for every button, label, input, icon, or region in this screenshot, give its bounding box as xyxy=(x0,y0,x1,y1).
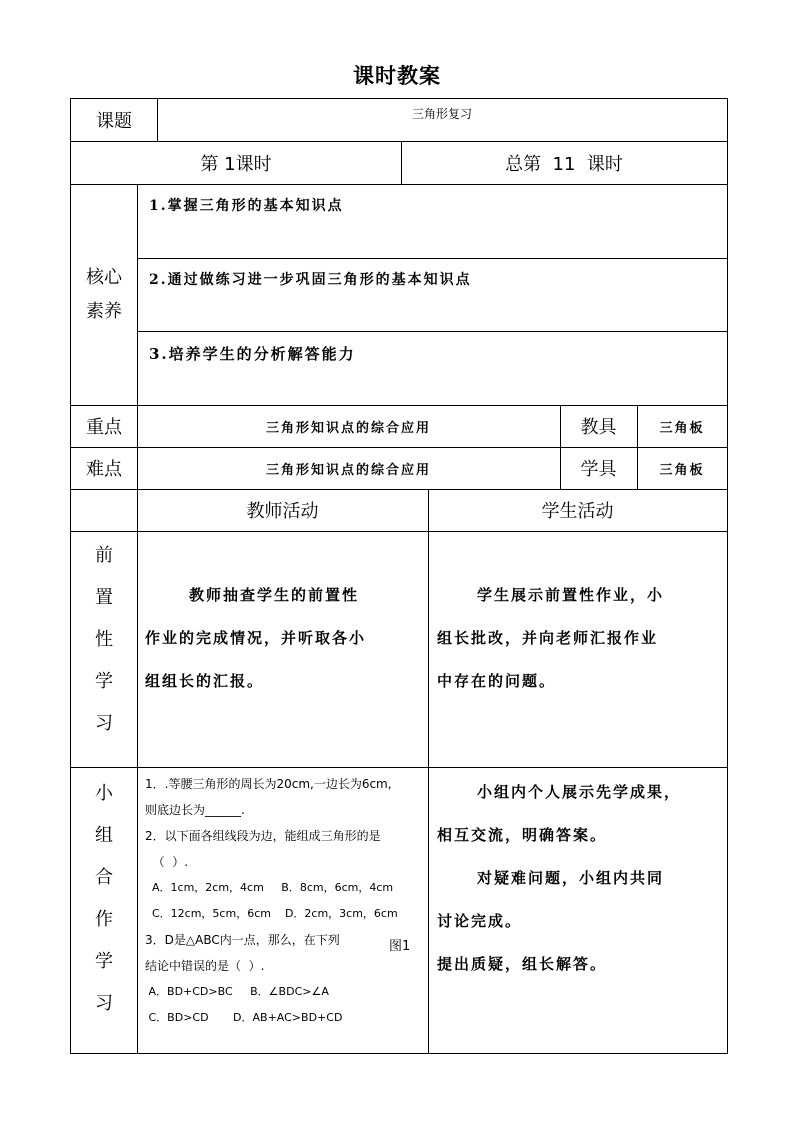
core-label-line: 核心 xyxy=(86,266,122,288)
question-line: 则底边长为______. xyxy=(145,803,245,817)
lesson-plan-table xyxy=(70,98,728,1054)
lesson-total: 总第 11 课时 xyxy=(505,153,623,175)
text-line: 组长批改，并向老师汇报作业 xyxy=(437,629,659,647)
label-char: 作 xyxy=(95,909,113,930)
label-char: 习 xyxy=(95,713,113,734)
question-line: A．1cm，2cm，4cm B．8cm，6cm，4cm xyxy=(145,881,394,894)
page-title: 课时教案 xyxy=(353,64,441,88)
row-divider xyxy=(71,531,727,532)
figure-label: 图1 xyxy=(389,939,411,954)
group-work-questions xyxy=(145,771,427,1031)
key-point-value: 三角形知识点的综合应用 xyxy=(265,420,431,436)
question-line: 2．以下面各组线段为边，能组成三角形的是 xyxy=(145,829,381,843)
difficulty-value: 三角形知识点的综合应用 xyxy=(265,462,431,478)
text-line: 提出质疑，组长解答。 xyxy=(437,955,608,973)
teacher-activity-header: 教师活动 xyxy=(246,501,319,522)
text-line: 学生展示前置性作业，小 xyxy=(477,586,665,604)
col-divider xyxy=(137,184,138,1053)
topic-label: 课题 xyxy=(96,111,132,132)
label-char: 性 xyxy=(95,629,113,650)
learning-aid-label: 学具 xyxy=(580,459,617,480)
text-line: 组组长的汇报。 xyxy=(145,672,265,690)
label-char: 合 xyxy=(95,867,113,888)
text-line: 小组内个人展示先学成果， xyxy=(477,783,682,801)
core-item-2: 2.通过做练习进一步巩固三角形的基本知识点 xyxy=(149,272,472,288)
teaching-aid-value: 三角板 xyxy=(659,420,705,436)
row-divider xyxy=(71,767,727,768)
question-line: （ ）. xyxy=(145,855,189,869)
label-char: 组 xyxy=(95,825,113,846)
text-line: 教师抽查学生的前置性 xyxy=(189,586,360,604)
core-label xyxy=(71,184,137,405)
pre-study-student-text xyxy=(437,574,723,703)
label-char: 学 xyxy=(95,671,113,692)
text-line: 中存在的问题。 xyxy=(437,672,557,690)
lesson-current: 第 1课时 xyxy=(200,153,272,175)
question-line: 3．D是△ABC内一点，那么，在下列 xyxy=(145,933,340,947)
student-activity-header: 学生活动 xyxy=(541,501,614,522)
group-work-label xyxy=(71,773,137,1023)
key-point-label: 重点 xyxy=(86,417,122,438)
topic-value: 三角形复习 xyxy=(411,106,472,121)
question-line: C．BD>CD D．AB+AC>BD+CD xyxy=(145,1011,343,1024)
text-line: 作业的完成情况，并听取各小 xyxy=(145,629,367,647)
label-char: 小 xyxy=(95,783,113,804)
core-item-3: 3.培养学生的分析解答能力 xyxy=(149,345,356,363)
label-char: 置 xyxy=(95,587,113,608)
learning-aid-value: 三角板 xyxy=(659,462,705,478)
label-char: 前 xyxy=(95,545,113,566)
teaching-aid-label: 教具 xyxy=(580,417,617,438)
label-char: 学 xyxy=(95,951,113,972)
text-line: 讨论完成。 xyxy=(437,912,523,930)
pre-study-teacher-text xyxy=(145,574,425,703)
question-line: 1．.等腰三角形的周长为20cm,一边长为6cm, xyxy=(145,777,392,791)
question-line: A．BD+CD>BC B．∠BDC>∠A xyxy=(145,985,329,998)
group-work-student-text xyxy=(437,771,723,986)
difficulty-label: 难点 xyxy=(86,459,122,480)
question-line: C．12cm，5cm，6cm D．2cm，3cm，6cm xyxy=(145,907,398,920)
pre-study-label xyxy=(71,535,137,765)
text-line: 相互交流，明确答案。 xyxy=(437,826,608,844)
col-divider xyxy=(428,489,429,1053)
question-line: 结论中错误的是（ ）. xyxy=(145,959,265,973)
core-label-line: 素养 xyxy=(86,300,122,322)
core-item-1: 1.掌握三角形的基本知识点 xyxy=(149,198,344,214)
label-char: 习 xyxy=(95,993,113,1014)
text-line: 对疑难问题，小组内共同 xyxy=(477,869,665,887)
